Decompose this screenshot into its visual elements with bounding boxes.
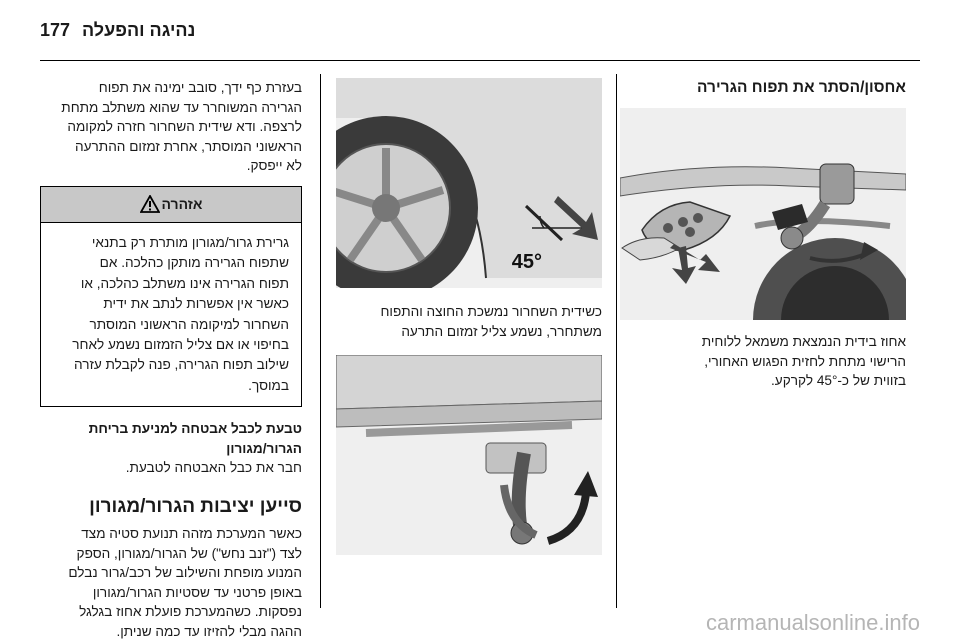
warning-box — [40, 186, 302, 407]
caption-release-handle — [620, 332, 906, 391]
warning-triangle-icon — [140, 195, 160, 213]
warning-label: אזהרה — [161, 196, 203, 213]
page-header — [0, 0, 960, 62]
warning-line: השחרור למיקומה הראשוני המוסתר — [89, 316, 289, 332]
warning-line: כאשר אין אפשרות לנתב את ידית — [103, 296, 289, 312]
warning-line: גרירת גרור/מגורון מותרת רק בתנאי — [91, 234, 289, 250]
column-divider-right — [616, 74, 617, 608]
intro-paragraph — [40, 78, 302, 176]
column-divider-left — [320, 74, 321, 608]
text-line: הראשוני המוסתר, אחרת זמזום ההתרעה — [75, 138, 302, 154]
warning-line: בחיפוי או אם צליל הזמזום נשמע לאחר — [72, 337, 289, 352]
warning-line: שילוב תפוח הגרירה, פנה לקבלת עזרה — [73, 357, 289, 373]
text-line: כאשר המערכת מזהה תנועת סטיה מצד — [81, 526, 302, 541]
text-line: נפסקות. כשהמערכת פועלת אחוז בגלגל — [79, 604, 302, 620]
towbar-rotate-illustration — [336, 355, 602, 555]
section-title-stow-towbar: אחסון/הסתר את תפוח הגרירה — [697, 79, 906, 96]
left-column — [40, 78, 302, 642]
socket-text: חבר את כבל האבטחה לטבעת. — [125, 460, 302, 476]
rear-wheel-illustration — [336, 78, 602, 288]
warning-line: תפוח הגרירה אינו משתלב כהלכה, או — [80, 275, 289, 291]
caption-line: בזווית של כ-45° לקרקע. — [771, 373, 906, 389]
middle-column — [336, 78, 602, 555]
header-rule — [40, 60, 920, 61]
caption-line: משתחרר, נשמע צליל זמזום התרעה — [401, 323, 602, 339]
title-line: הגרור/מגורון — [226, 440, 302, 456]
warning-line: שתפוח הגרירה מותקן כהלכה. אם — [99, 255, 289, 271]
towbar-release-illustration — [620, 108, 906, 320]
chapter-title: נהיגה והפעלה — [82, 20, 196, 40]
warning-header — [41, 187, 301, 223]
text-line: בעזרת כף ידך, סובב ימינה את תפוח — [98, 80, 302, 95]
text-line: ההגה מבלי להזיזו עד כמה שניתן. — [116, 623, 302, 639]
text-line: לרצפה. ודא שידית השחרור חזרה למקומה — [67, 119, 302, 135]
text-line: הגרירה המשוחרר עד שהוא משתלב מתחת — [61, 99, 302, 115]
text-line: באופן פרטני עד שסטיות הגרור/מגורון — [92, 584, 302, 600]
stability-paragraph — [40, 524, 302, 642]
stability-title: סייען יציבות הגרור/מגורון — [89, 496, 302, 517]
figure-towbar-release-handle — [620, 108, 906, 320]
caption-line: אחוז בידית הנמצאת משמאל ללוחית — [701, 334, 906, 349]
text-line: לצד ("זנב נחש") של הגרור/מגורון, הספק — [76, 545, 302, 561]
warning-line: במוסך. — [248, 377, 289, 393]
watermark: carmanualsonline.info — [705, 610, 920, 635]
page-number: 177 — [40, 20, 71, 40]
title-line: טבעת לכבל אבטחה למניעת בריחת — [88, 421, 302, 437]
text-line: לא ייפסק. — [246, 158, 302, 174]
warning-body — [41, 223, 301, 406]
socket-title — [40, 419, 302, 458]
right-column — [620, 78, 906, 391]
figure-towbar-rotate — [336, 355, 602, 555]
angle-label: 45° — [511, 251, 542, 273]
figure-rear-wheel-45-degrees — [336, 78, 602, 288]
caption-buzzer — [336, 302, 602, 341]
text-line: המנוע מופחת והשילוב של רכב/גרור נבלם — [68, 565, 302, 581]
caption-line: הרישוי מתחת לחזית הפגוש האחורי, — [704, 353, 906, 369]
caption-line: כשידית השחרור נמשכת החוצה והתפוח — [380, 304, 602, 319]
